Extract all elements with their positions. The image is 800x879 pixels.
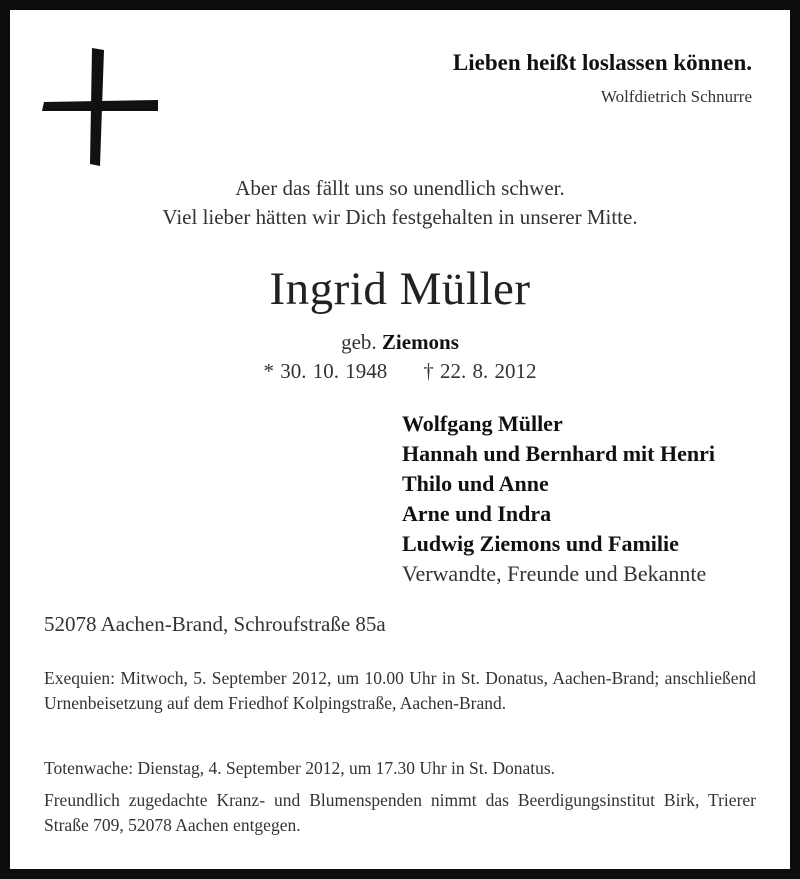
verse-line-1: Aber das fällt uns so unendlich schwer. <box>235 176 565 200</box>
life-dates <box>0 359 800 384</box>
motto-author: Wolfdietrich Schnurre <box>600 87 752 106</box>
motto: Lieben heißt loslassen können. <box>452 50 752 75</box>
mourner-5: Ludwig Ziemons und Familie <box>402 531 679 556</box>
cross-icon <box>42 48 160 166</box>
address: 52078 Aachen-Brand, Schroufstraße 85a <box>44 612 386 636</box>
notice-totenwache: Totenwache: Dienstag, 4. September 2012, um 17.30 Uhr in St. Donatus. <box>44 758 556 778</box>
mourner-3: Thilo und Anne <box>402 471 549 496</box>
born-prefix: geb. <box>341 330 377 354</box>
deceased-name: Ingrid Müller <box>269 263 531 315</box>
notice-exequien: Exequien: Mitwoch, 5. September 2012, um 10.00 Uhr in St. Donatus, Aachen-Brand; anschließend Urnenbeisetzung auf dem Friedhof Kolpingstraße, Aachen-Brand. <box>44 668 756 713</box>
notice-spenden: Freundlich zugedachte Kranz- und Blumenspenden nimmt das Beerdigungsinstitut Birk, Trierer Straße 709, 52078 Aachen entgegen. <box>44 790 756 835</box>
death-date: † 22. 8. 2012 <box>423 359 537 383</box>
mourner-4: Arne und Indra <box>402 501 552 526</box>
verse-line-2: Viel lieber hätten wir Dich festgehalten in unserer Mitte. <box>162 205 638 229</box>
maiden-name: Ziemons <box>381 330 459 354</box>
mourner-2: Hannah und Bernhard mit Henri <box>402 441 715 466</box>
mourner-1: Wolfgang Müller <box>402 411 563 436</box>
mourners-extra: Verwandte, Freunde und Bekannte <box>402 561 707 586</box>
maiden-name-line <box>0 330 800 355</box>
birth-date: * 30. 10. 1948 <box>263 359 388 383</box>
